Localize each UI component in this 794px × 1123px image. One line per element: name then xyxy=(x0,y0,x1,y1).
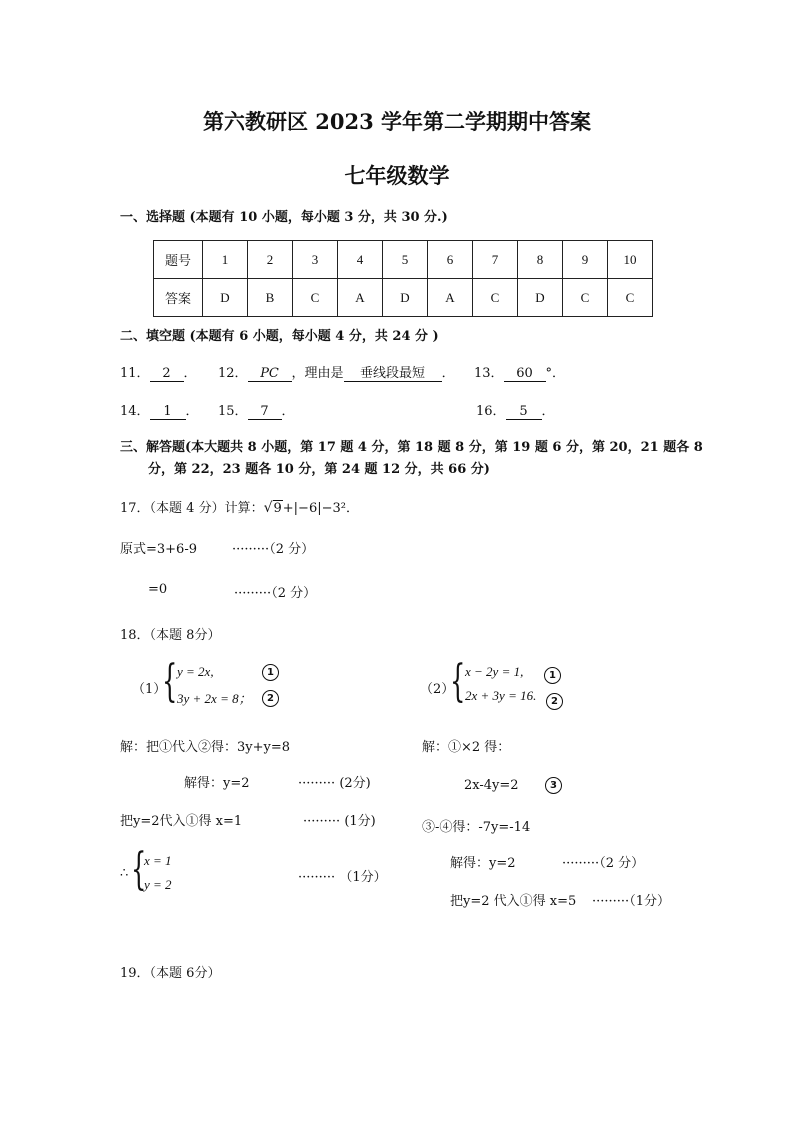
q18-p1-eq2: 3y + 2x = 8； xyxy=(177,691,252,706)
q17-step2: =0 xyxy=(148,582,168,597)
q13-label: 13． xyxy=(474,366,504,381)
q11-label: 11． xyxy=(120,366,150,381)
q18-p1-solution-line2-score: ········· (2分) xyxy=(298,776,371,791)
q16-answer: 5 xyxy=(506,404,542,420)
q18-p2-solution-line4-score: ·········（2 分） xyxy=(562,856,645,871)
section2-heading: 二、填空题 (本题有 6 小题，每小题 4 分，共 24 分 ) xyxy=(120,329,439,344)
table-cell: D xyxy=(203,279,248,317)
q18-part1-label: （1） xyxy=(132,682,167,697)
q18-p2-solution-line1: 解：①×2 得： xyxy=(422,740,511,755)
therefore-icon: ∴ xyxy=(120,866,129,881)
q14-end: ． xyxy=(185,404,199,419)
q17-step2-score: ·········（2 分） xyxy=(234,586,317,601)
q18-p1-solution-line1: 解：把①代入②得：3y+y=8 xyxy=(120,740,291,755)
table-cell: 10 xyxy=(608,241,653,279)
q18-header: 18．（本题 8分） xyxy=(120,628,221,643)
document-subtitle: 七年级数学 xyxy=(344,163,450,188)
q17-title: 17．（本题 4 分）计算： xyxy=(120,501,264,516)
q18-p1-solution-line3-score: ········· (1分) xyxy=(303,814,376,829)
q15-label: 15． xyxy=(218,404,248,419)
q11-end: ． xyxy=(183,366,197,381)
q18-p2-solution-line5-score: ·········（1分） xyxy=(592,894,670,909)
table-cell: 2 xyxy=(248,241,293,279)
q17-step1-score: ·········（2 分） xyxy=(232,542,315,557)
q18-p2-solution-line5: 把y=2 代入①得 x=5 xyxy=(450,894,577,909)
answer-table xyxy=(153,240,653,317)
circled-1-icon: 1 xyxy=(544,667,561,684)
section3-heading-line1: 三、解答题(本大题共 8 小题，第 17 题 4 分，第 18 题 8 分，第 19 题 6 分，第 20，21 题各 8 xyxy=(120,440,703,455)
q18-p2-solution-line3: ③-④得：-7y=-14 xyxy=(422,820,531,835)
table-cell: D xyxy=(383,279,428,317)
q19-header: 19．（本题 6分） xyxy=(120,966,221,981)
sqrt-expression xyxy=(264,500,283,516)
q17-header xyxy=(120,497,359,516)
q18-p1-final-score: ········· （1分） xyxy=(298,870,387,885)
table-header-number: 题号 xyxy=(154,241,203,279)
table-row-answers xyxy=(154,279,653,317)
sqrt-radicand: 9 xyxy=(273,501,282,516)
table-cell: B xyxy=(248,279,293,317)
table-row-numbers xyxy=(154,241,653,279)
q14-line xyxy=(120,400,199,420)
q17-step1: 原式=3+6-9 xyxy=(120,542,197,557)
q12-end: ． xyxy=(441,366,455,381)
q15-line xyxy=(218,400,295,420)
q13-line xyxy=(474,362,565,382)
q13-answer: 60 xyxy=(504,366,546,382)
circled-3-icon: 3 xyxy=(545,777,562,794)
section3-heading-line2: 分，第 22，23 题各 10 分，第 24 题 12 分，共 66 分) xyxy=(148,462,490,477)
table-cell: A xyxy=(428,279,473,317)
table-cell: 6 xyxy=(428,241,473,279)
q18-p1-final-x: x = 1 xyxy=(144,853,172,868)
q16-line xyxy=(476,400,555,420)
q18-p2-eq2: 2x + 3y = 16. xyxy=(465,688,537,703)
circled-2-icon: 2 xyxy=(546,693,563,710)
table-cell: A xyxy=(338,279,383,317)
q17-expression: +|−6|−3²． xyxy=(282,501,359,516)
table-cell: C xyxy=(473,279,518,317)
q18-p1-final-y: y = 2 xyxy=(144,877,172,892)
q18-p1-solution-line2: 解得：y=2 xyxy=(184,776,250,791)
q18-p2-solution-line4: 解得：y=2 xyxy=(450,856,516,871)
table-cell: 1 xyxy=(203,241,248,279)
q14-label: 14． xyxy=(120,404,150,419)
q12-mid: ，理由是 xyxy=(291,366,344,381)
circled-1-icon: 1 xyxy=(262,664,279,681)
table-cell: 5 xyxy=(383,241,428,279)
table-cell: C xyxy=(563,279,608,317)
table-cell: C xyxy=(293,279,338,317)
table-cell: 9 xyxy=(563,241,608,279)
q18-p2-eq1: x − 2y = 1, xyxy=(465,664,524,679)
table-cell: D xyxy=(518,279,563,317)
table-cell: C xyxy=(608,279,653,317)
table-cell: 7 xyxy=(473,241,518,279)
document-title: 第六教研区 2023 学年第二学期期中答案 xyxy=(202,109,592,134)
table-cell: 3 xyxy=(293,241,338,279)
table-header-answer: 答案 xyxy=(154,279,203,317)
section1-heading: 一、选择题 (本题有 10 小题，每小题 3 分，共 30 分.) xyxy=(120,210,448,225)
q12-label: 12． xyxy=(218,366,248,381)
table-cell: 4 xyxy=(338,241,383,279)
q12-reason: 垂线段最短 xyxy=(344,366,442,382)
q16-end: ． xyxy=(541,404,555,419)
q12-answer: PC xyxy=(248,366,292,382)
table-cell: 8 xyxy=(518,241,563,279)
left-brace-icon: { xyxy=(162,656,178,707)
left-brace-icon: { xyxy=(450,656,466,707)
q18-p1-solution-line3: 把y=2代入①得 x=1 xyxy=(120,814,243,829)
q12-line xyxy=(218,362,455,382)
q14-answer: 1 xyxy=(150,404,186,420)
q16-label: 16． xyxy=(476,404,506,419)
q18-p1-eq1: y = 2x, xyxy=(177,664,214,679)
q15-answer: 7 xyxy=(248,404,282,420)
q15-end: ． xyxy=(281,404,295,419)
q11-line xyxy=(120,362,197,382)
sqrt-icon: √ xyxy=(263,500,273,516)
circled-2-icon: 2 xyxy=(262,690,279,707)
q11-answer: 2 xyxy=(150,366,184,382)
left-brace-icon: { xyxy=(131,844,147,895)
q18-part2-label: （2） xyxy=(420,682,455,697)
q18-p2-solution-line2: 2x-4y=2 xyxy=(464,778,519,793)
q13-end: °． xyxy=(545,366,566,381)
